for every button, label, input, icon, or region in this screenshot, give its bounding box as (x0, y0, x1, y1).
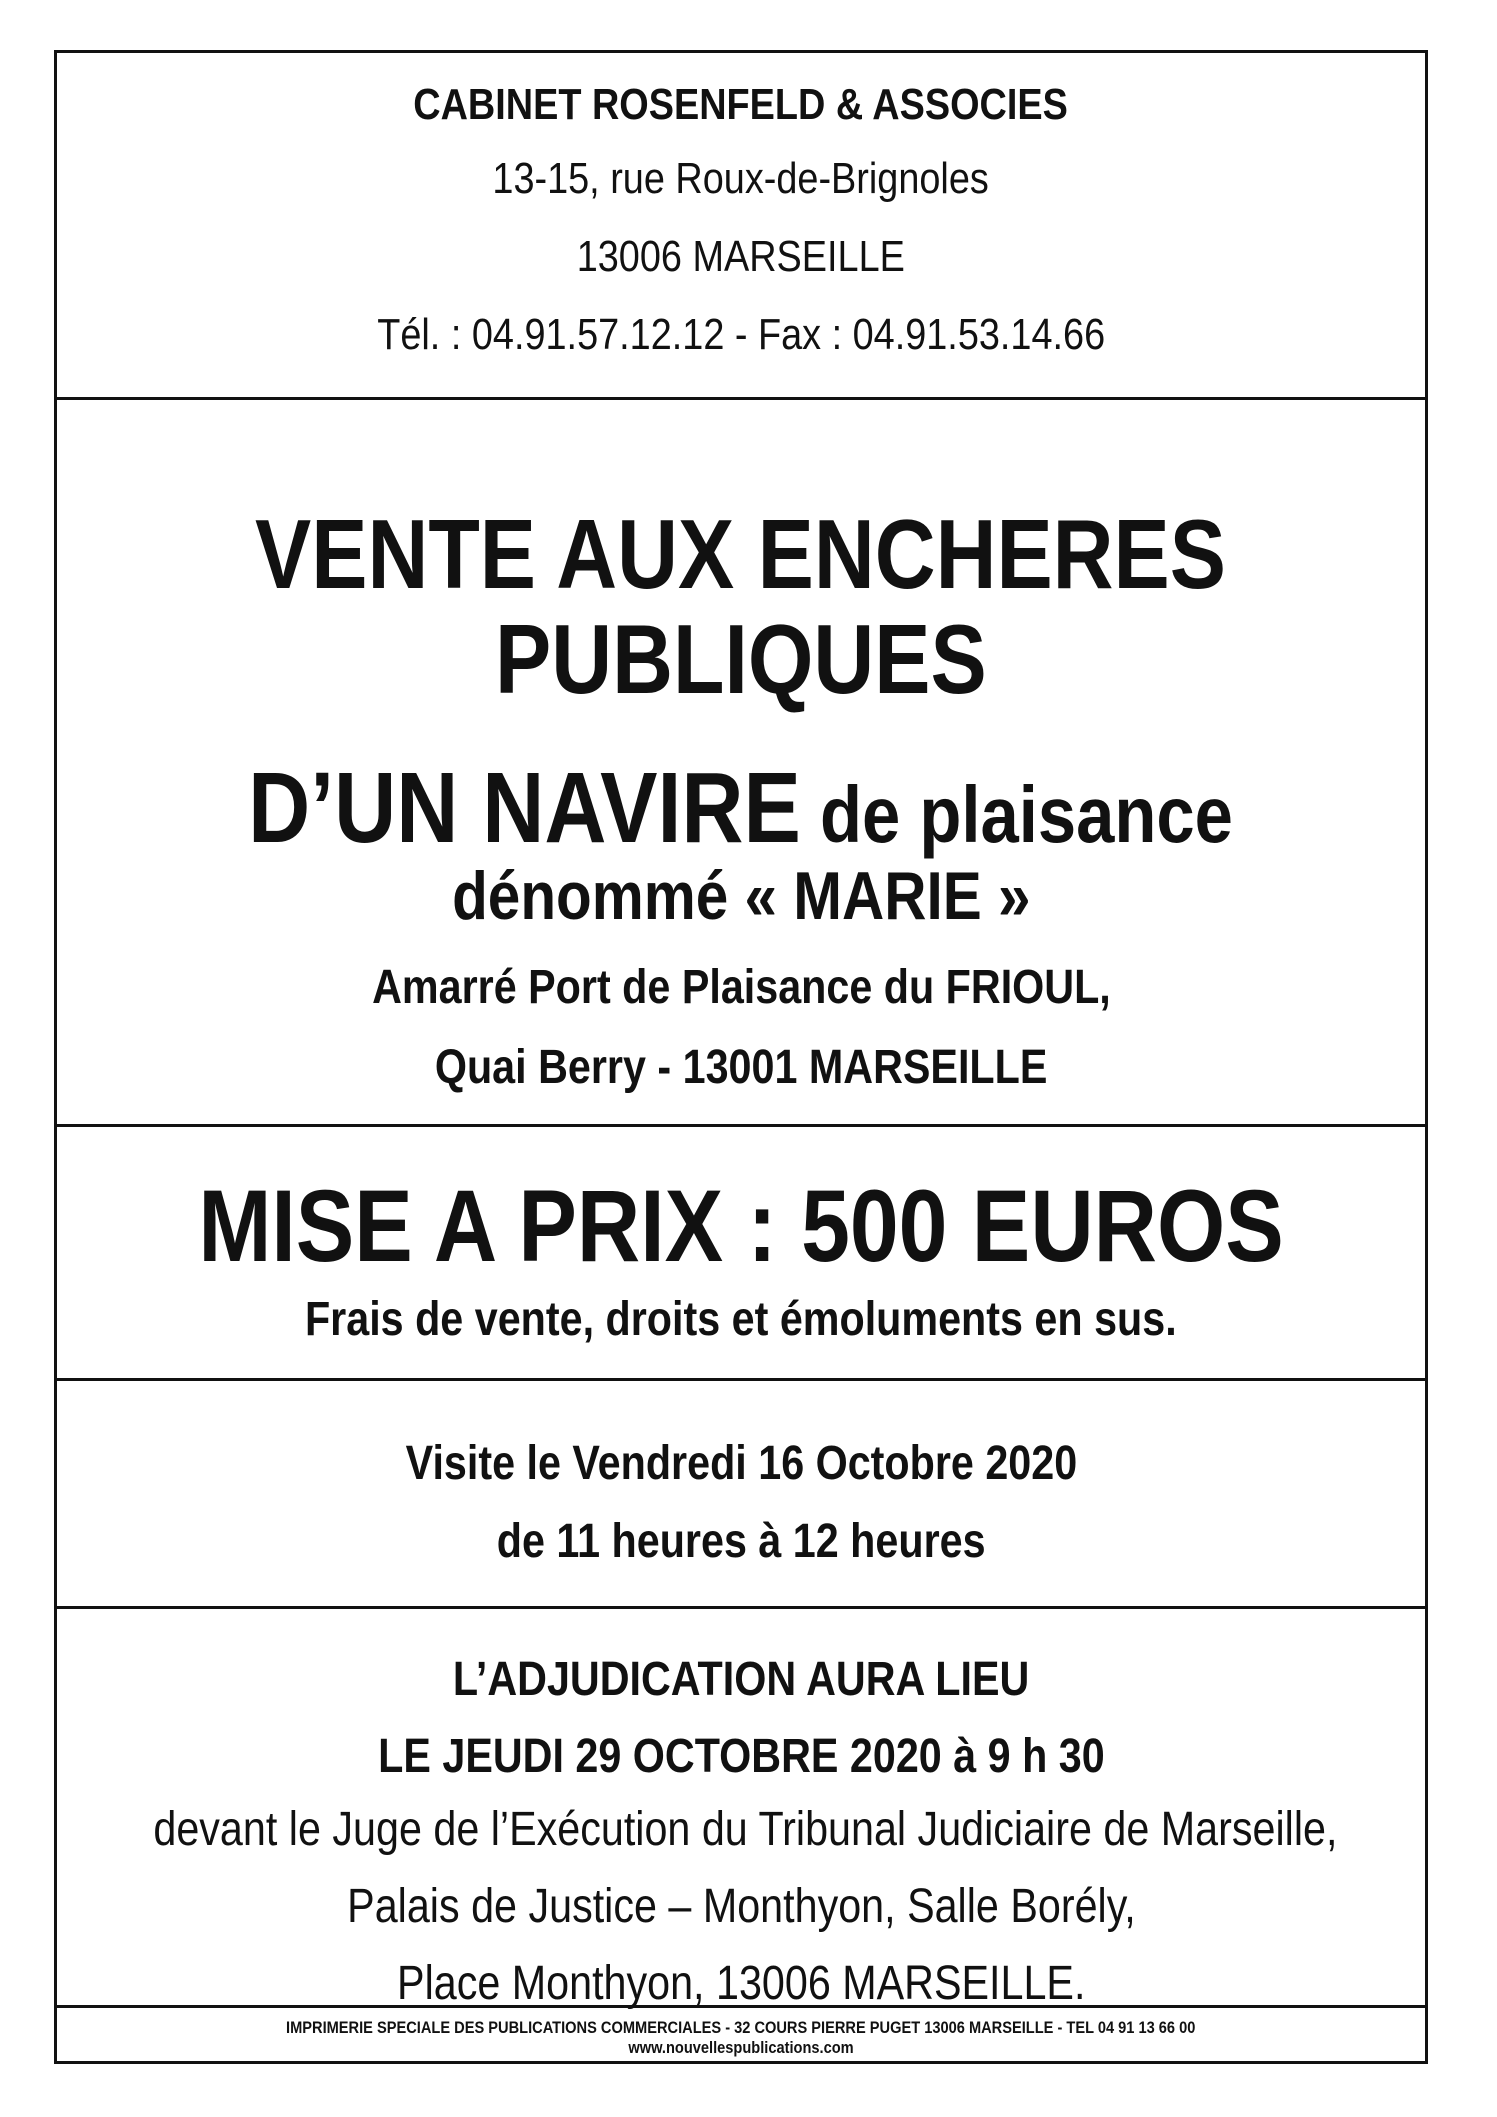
adjudication-court: devant le Juge de l’Exécution du Tribunal Judiciaire de Marseille, (153, 1803, 1338, 1856)
printer-website: www.nouvellespublications.com (628, 2038, 854, 2057)
adjudication-address: Place Monthyon, 13006 MARSEILLE. (396, 1957, 1086, 2010)
price-note: Frais de vente, droits et émoluments en sus. (305, 1293, 1177, 1346)
adjudication-venue: Palais de Justice – Monthyon, Salle Borély, (346, 1880, 1136, 1933)
firm-contact: Tél. : 04.91.57.12.12 - Fax : 04.91.53.14.66 (377, 310, 1105, 359)
title-line-1: VENTE AUX ENCHERES (255, 499, 1227, 609)
visit-section (57, 1381, 1425, 1605)
header-section (57, 53, 1425, 396)
mooring-line-1: Amarré Port de Plaisance du FRIOUL, (371, 961, 1111, 1014)
adjudication-section (57, 1609, 1425, 2010)
adjudication-heading: L’ADJUDICATION AURA LIEU (452, 1653, 1030, 1706)
price-section (57, 1127, 1425, 1377)
object-main: D’UN NAVIRE (248, 752, 802, 864)
firm-name: CABINET ROSENFELD & ASSOCIES (413, 80, 1069, 129)
object-rest: de plaisance (801, 770, 1234, 859)
price-headline: MISE A PRIX : 500 EUROS (198, 1169, 1284, 1283)
vessel-name: dénommé « MARIE » (451, 858, 1031, 934)
object-line (57, 752, 1425, 864)
title-line-2: PUBLIQUES (495, 604, 987, 714)
visit-date: Visite le Vendredi 16 Octobre 2020 (405, 1437, 1077, 1490)
visit-hours: de 11 heures à 12 heures (496, 1515, 986, 1568)
mooring-line-2: Quai Berry - 13001 MARSEILLE (434, 1041, 1048, 1094)
footer-section (57, 2008, 1425, 2064)
printer-info: IMPRIMERIE SPECIALE DES PUBLICATIONS COMMERCIALES - 32 COURS PIERRE PUGET 13006 MARSEILLE - TEL 04 91 13 66 00 (286, 2018, 1196, 2037)
firm-address: 13-15, rue Roux-de-Brignoles (492, 154, 990, 203)
adjudication-date: LE JEUDI 29 OCTOBRE 2020 à 9 h 30 (377, 1730, 1105, 1783)
title-section (57, 400, 1425, 1124)
notice-frame (54, 50, 1428, 2064)
firm-city: 13006 MARSEILLE (576, 232, 906, 281)
